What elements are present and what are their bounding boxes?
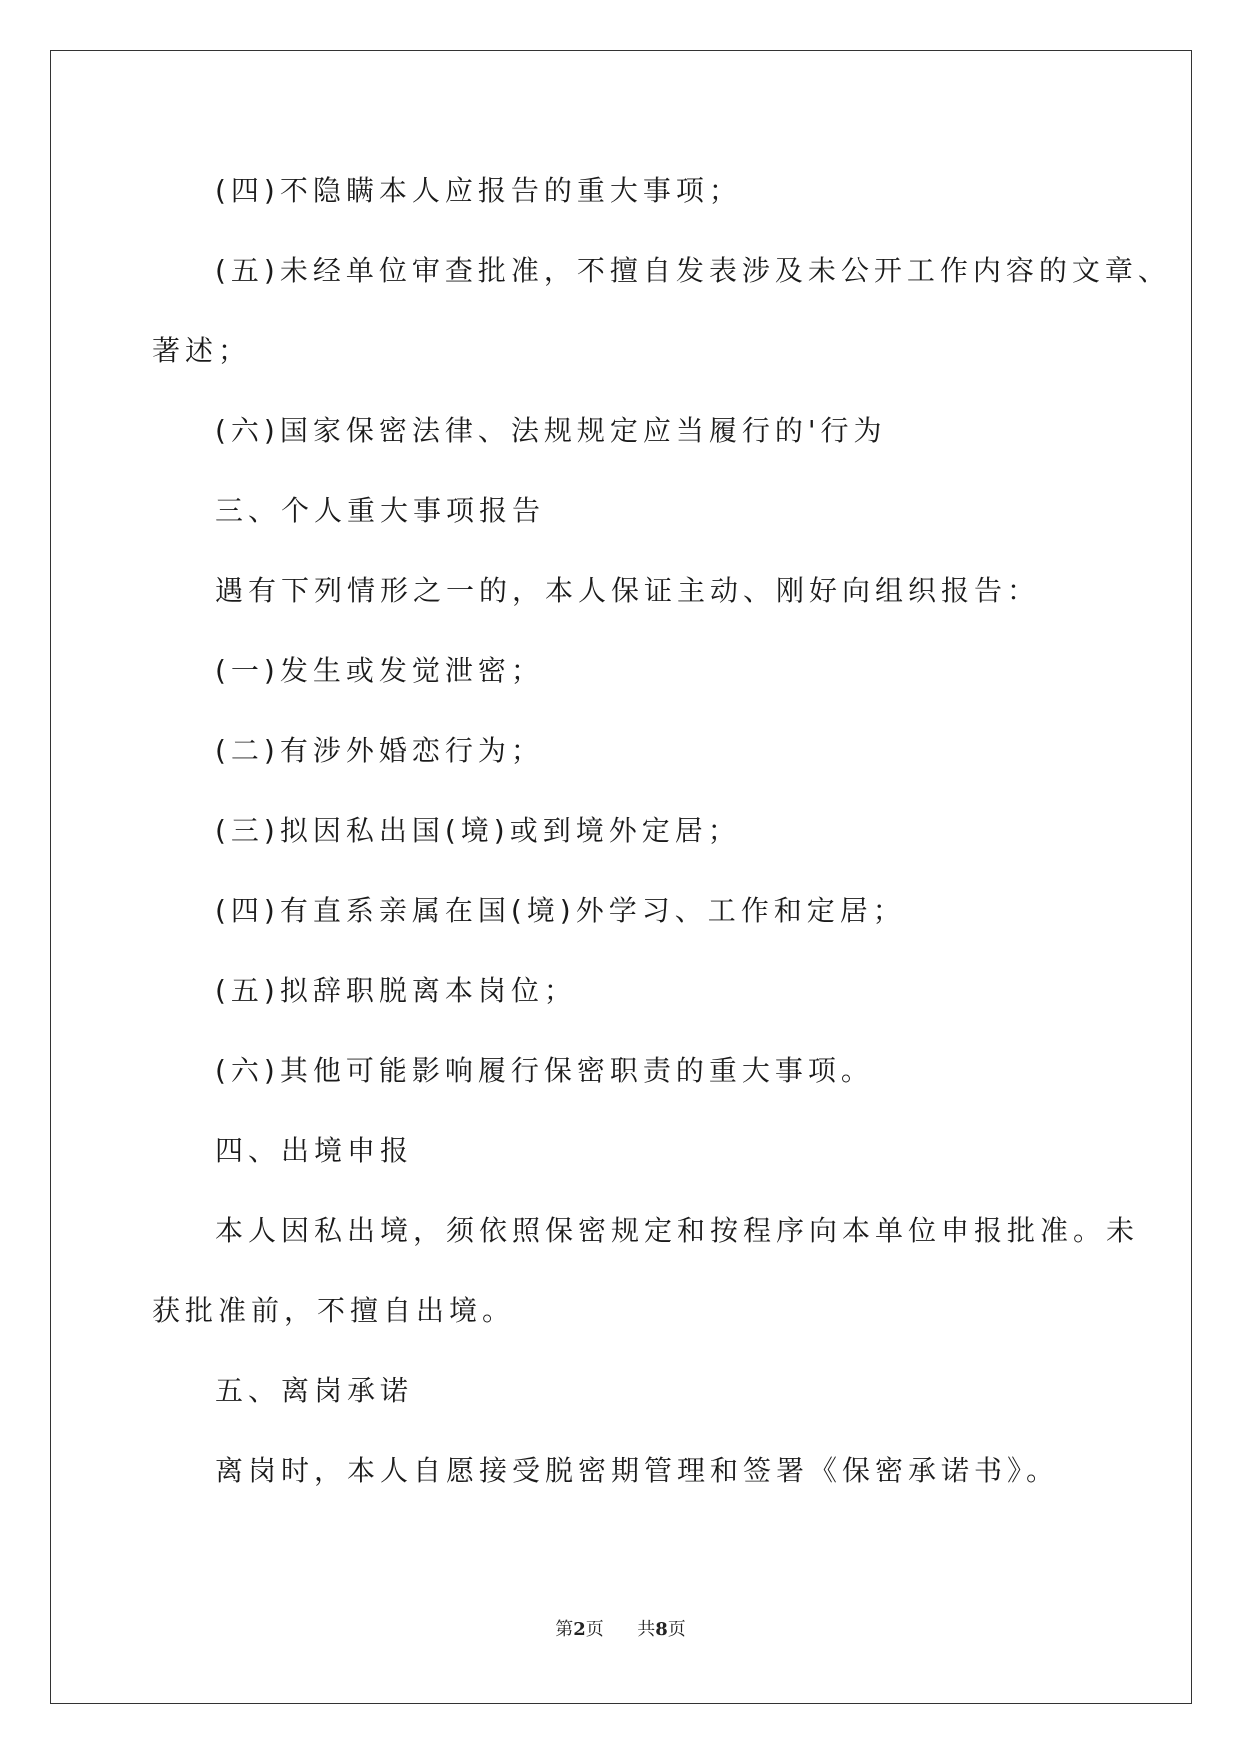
- text-line: (五)未经单位审查批准，不擅自发表涉及未公开工作内容的文章、: [215, 254, 1171, 287]
- text-line: (四)不隐瞒本人应报告的重大事项；: [215, 174, 742, 207]
- text-line: 遇有下列情形之一的，本人保证主动、刚好向组织报告：: [215, 574, 1041, 607]
- page-total: 共8页: [637, 1619, 686, 1640]
- page-footer: [0, 1615, 1241, 1641]
- list-item: (六)其他可能影响履行保密职责的重大事项。: [215, 1054, 874, 1087]
- list-item: (二)有涉外婚恋行为；: [215, 734, 544, 767]
- text-line: 本人因私出境，须依照保密规定和按程序向本单位申报批准。未: [215, 1214, 1140, 1247]
- list-item: (三)拟因私出国(境)或到境外定居；: [215, 814, 741, 847]
- section-heading: 四、出境申报: [215, 1134, 414, 1167]
- list-item: (五)拟辞职脱离本岗位；: [215, 974, 577, 1007]
- text-line: 离岗时，本人自愿接受脱密期管理和签署《保密承诺书》。: [215, 1454, 1060, 1487]
- text-line: (六)国家保密法律、法规规定应当履行的'行为: [215, 414, 887, 447]
- text-line: 获批准前，不擅自出境。: [152, 1294, 516, 1327]
- page-number: 第2页: [555, 1619, 604, 1640]
- text-line: 著述；: [152, 334, 252, 367]
- section-heading: 五、离岗承诺: [215, 1374, 414, 1407]
- list-item: (四)有直系亲属在国(境)外学习、工作和定居；: [215, 894, 906, 927]
- list-item: (一)发生或发觉泄密；: [215, 654, 544, 687]
- section-heading: 三、个人重大事项报告: [215, 494, 546, 527]
